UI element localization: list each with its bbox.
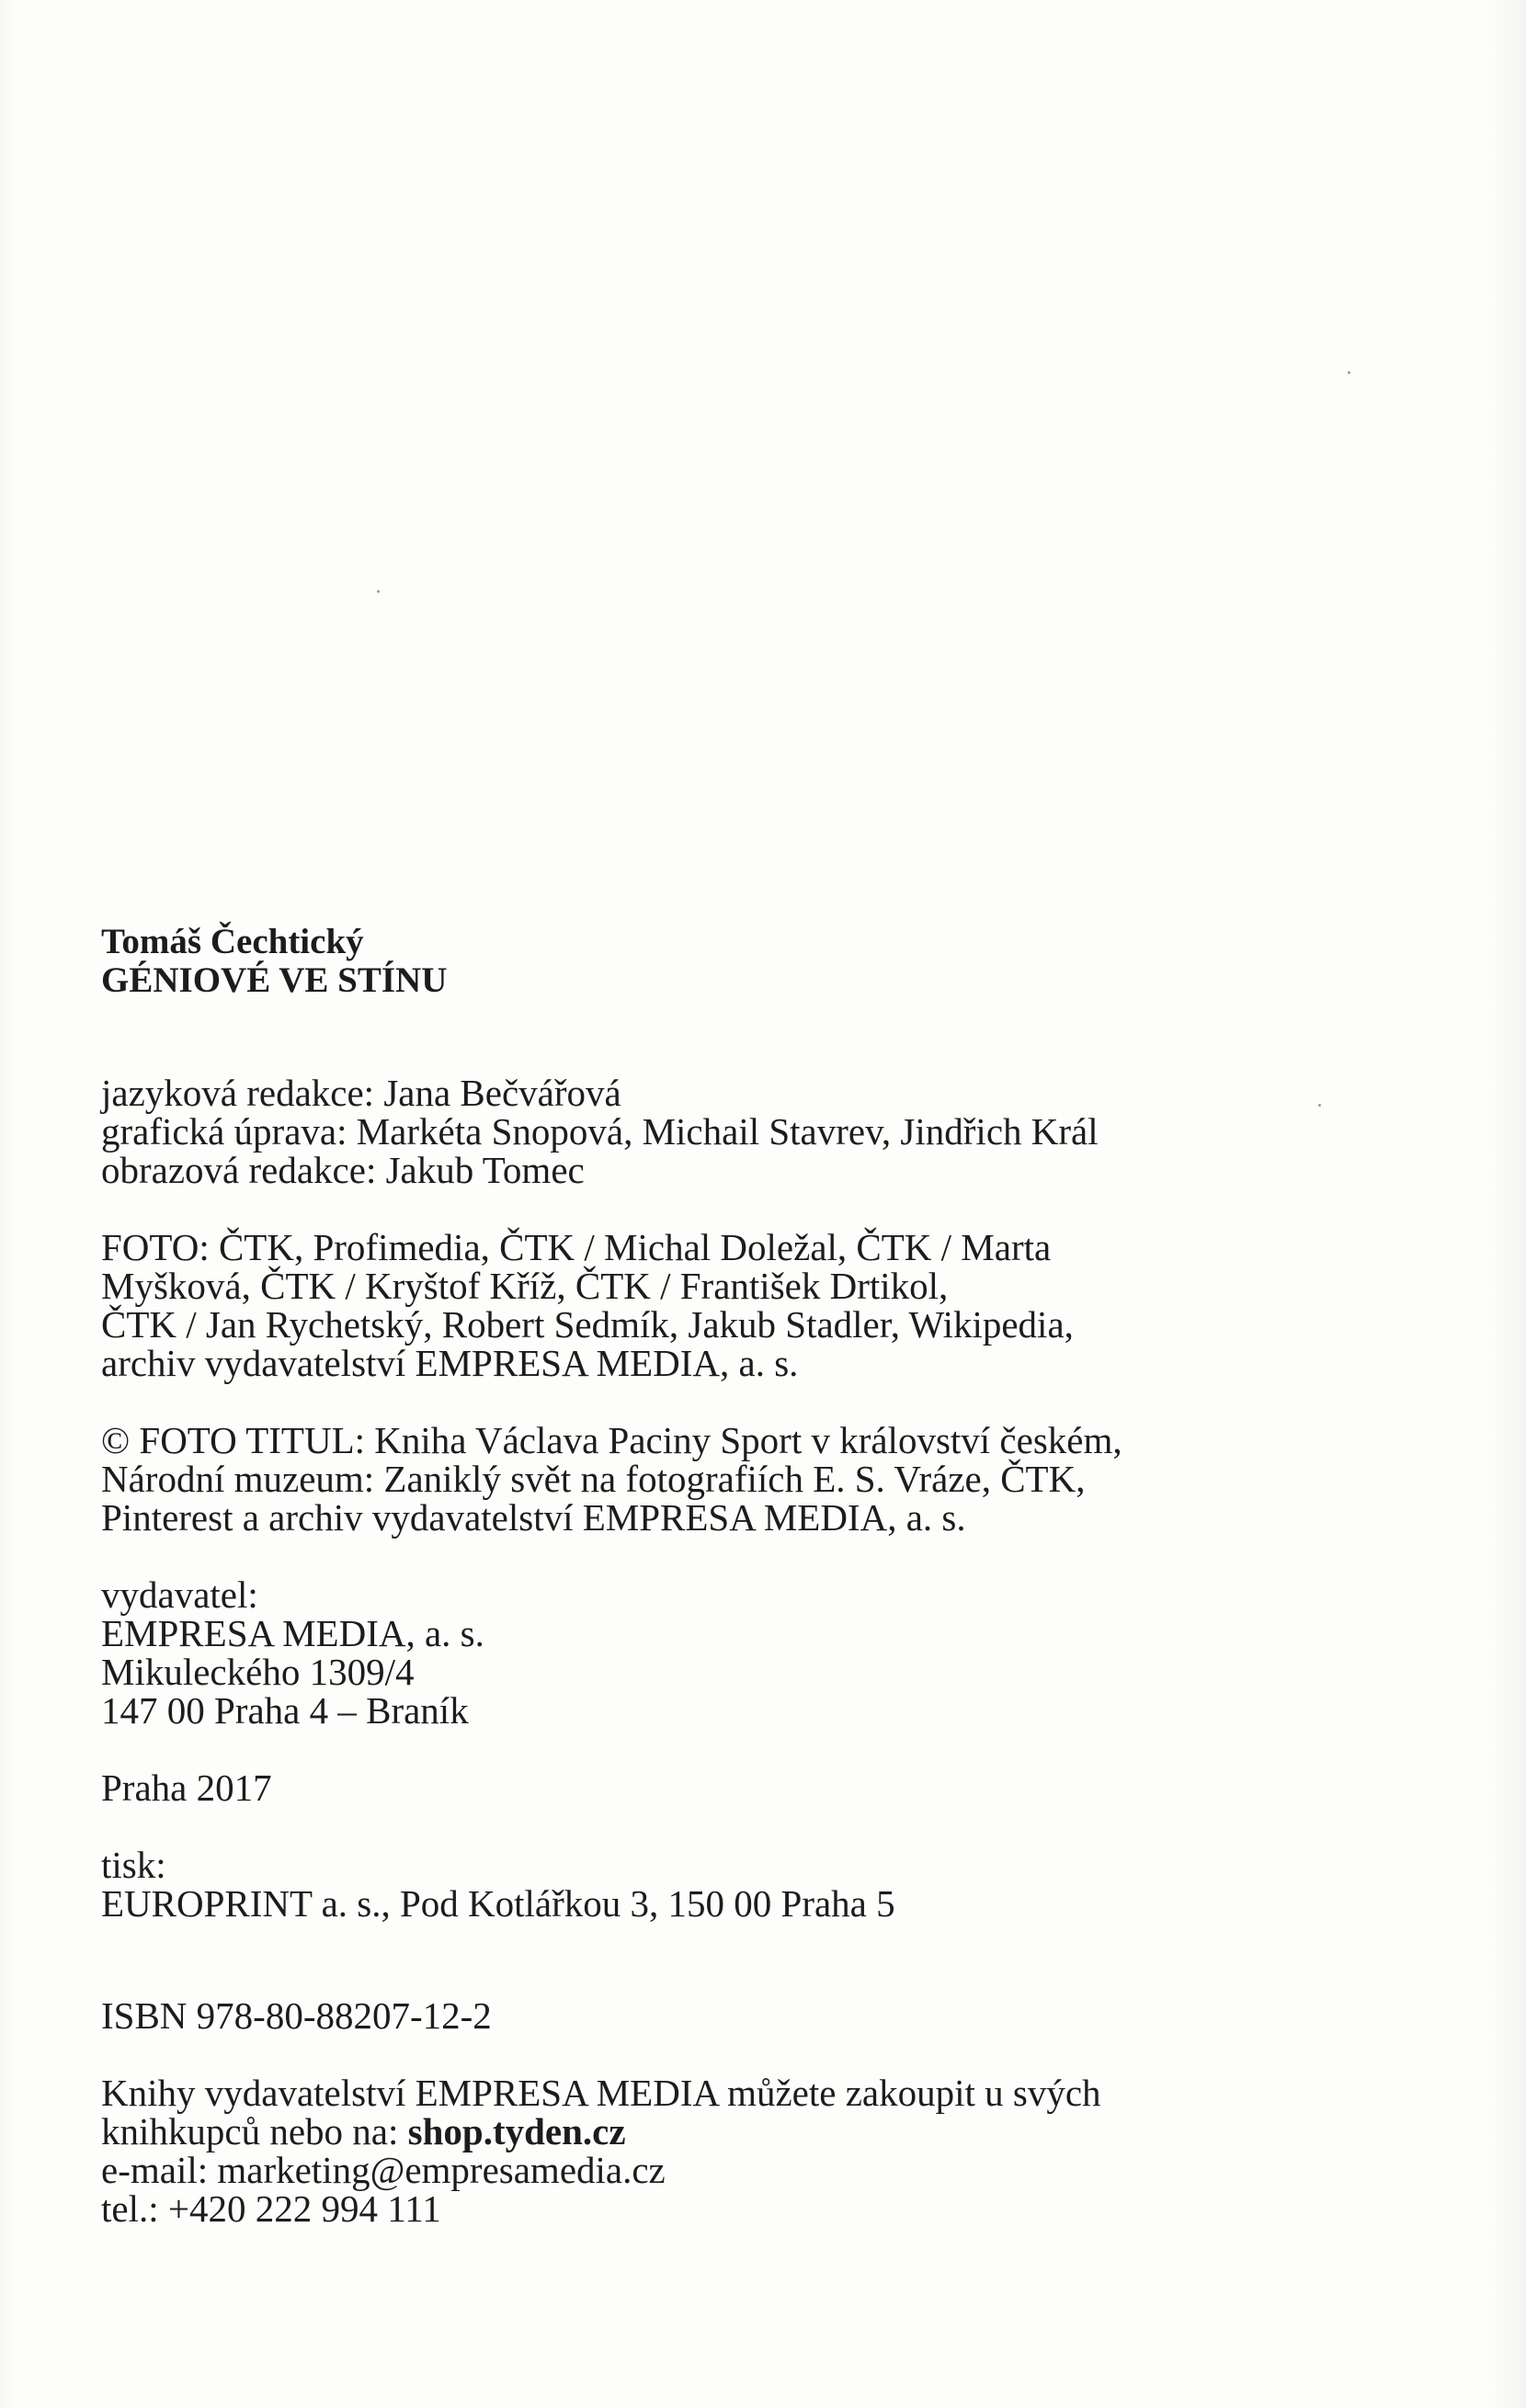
- publisher-name: EMPRESA MEDIA, a. s.: [101, 1612, 484, 1654]
- photo-credits-line: archiv vydavatelství EMPRESA MEDIA, a. s.: [101, 1342, 799, 1384]
- printer-label: tisk:: [101, 1844, 166, 1886]
- publisher-city: 147 00 Praha 4 – Braník: [101, 1689, 469, 1732]
- photo-credits-line: FOTO: ČTK, Profimedia, ČTK / Michal Doležal, ČTK / Marta: [101, 1226, 1052, 1268]
- place-year: Praha 2017: [101, 1766, 272, 1809]
- photo-credits-line: ČTK / Jan Rychetský, Robert Sedmík, Jakub Stadler, Wikipedia,: [101, 1303, 1074, 1346]
- publisher-street: Mikuleckého 1309/4: [101, 1651, 415, 1693]
- purchase-info: [101, 2073, 1406, 2228]
- cover-photo-credits: [101, 1421, 1406, 1537]
- photo-credits-line: Myšková, ČTK / Kryštof Kříž, ČTK / František Drtikol,: [101, 1265, 949, 1307]
- paper-speck: [1348, 371, 1350, 374]
- editorial-credits: [101, 1073, 1406, 1189]
- paper-speck: [377, 590, 380, 593]
- shop-link[interactable]: shop.tyden.cz: [407, 2110, 626, 2152]
- purchase-text-2: [101, 2112, 1406, 2151]
- printer-address: EUROPRINT a. s., Pod Kotlářkou 3, 150 00 Praha 5: [101, 1882, 895, 1925]
- graphic-design: grafická úprava: Markéta Snopová, Michail Stavrev, Jindřich Král: [101, 1110, 1099, 1153]
- purchase-text: Knihy vydavatelství EMPRESA MEDIA můžete zakoupit u svých: [101, 2072, 1101, 2114]
- publisher-label: vydavatel:: [101, 1573, 258, 1616]
- cover-credits-line: © FOTO TITUL: Kniha Václava Paciny Sport v království českém,: [101, 1419, 1122, 1461]
- photo-credits: [101, 1228, 1406, 1382]
- phone: tel.: +420 222 994 111: [101, 2187, 441, 2230]
- author-name: Tomáš Čechtický: [101, 922, 364, 961]
- isbn: ISBN 978-80-88207-12-2: [101, 1994, 492, 2037]
- publisher-block: [101, 1575, 1406, 1730]
- cover-credits-line: Pinterest a archiv vydavatelství EMPRESA MEDIA, a. s.: [101, 1496, 966, 1539]
- email: e-mail: marketing@empresamedia.cz: [101, 2149, 666, 2191]
- printer-block: [101, 1846, 1406, 1923]
- book-title: GÉNIOVÉ VE STÍNU: [101, 960, 448, 1000]
- colophon: [101, 923, 1406, 2228]
- purchase-prefix: knihkupců nebo na:: [101, 2110, 399, 2152]
- picture-editor: obrazová redakce: Jakub Tomec: [101, 1149, 585, 1191]
- language-editor: jazyková redakce: Jana Bečvářová: [101, 1072, 621, 1114]
- cover-credits-line: Národní muzeum: Zaniklý svět na fotografiích E. S. Vráze, ČTK,: [101, 1458, 1086, 1500]
